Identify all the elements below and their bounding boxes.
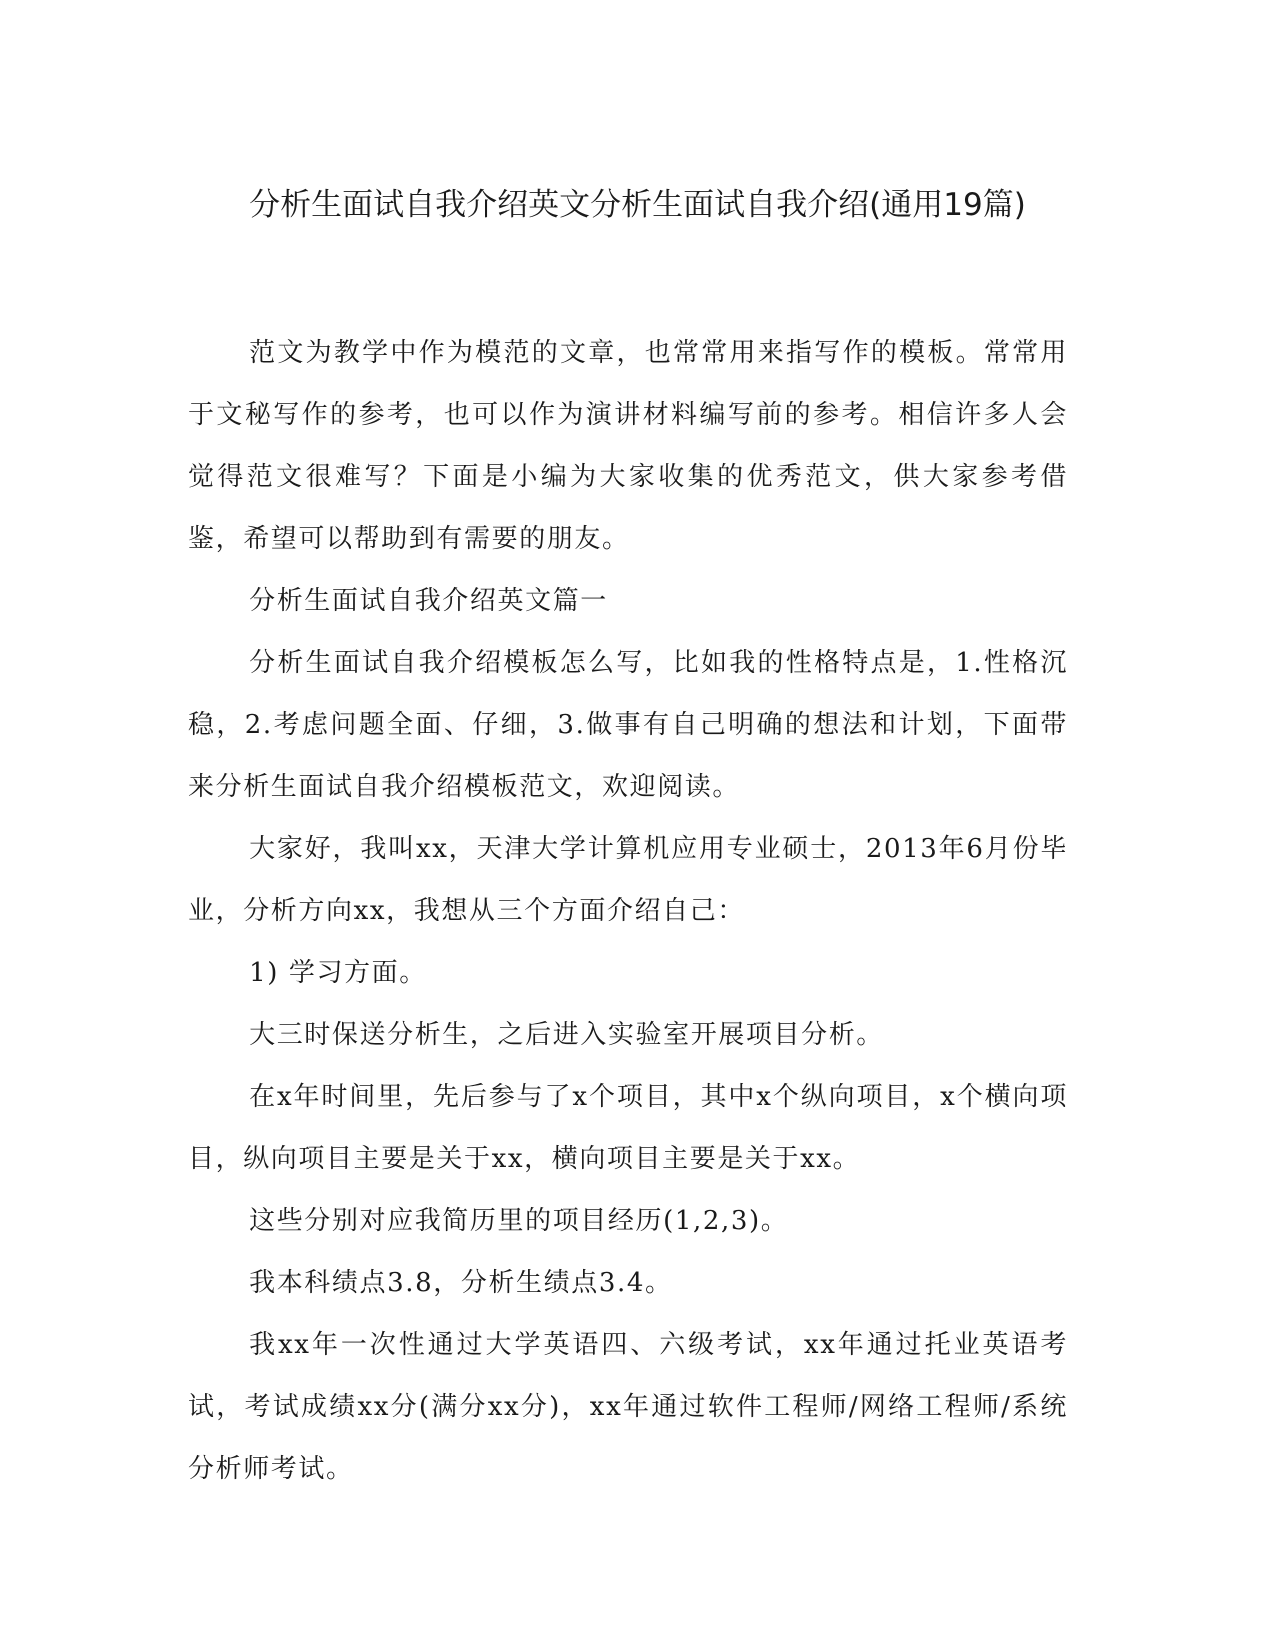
- paragraph-resume-reference: 这些分别对应我简历里的项目经历(1,2,3)。: [249, 1206, 789, 1236]
- paragraph-greeting: 大家好，我叫xx，天津大学计算机应用专业硕士，2013年6月份毕业，分析方向xx，我想从三个方面介绍自己：: [188, 834, 1068, 926]
- paragraph-certificates: 我xx年一次性通过大学英语四、六级考试，xx年通过托业英语考试，考试成绩xx分(满分xx分)，xx年通过软件工程师/网络工程师/系统分析师考试。: [188, 1330, 1068, 1484]
- paragraph-study-heading: 1) 学习方面。: [249, 958, 427, 988]
- paragraph-gpa: 我本科绩点3.8，分析生绩点3.4。: [249, 1268, 673, 1298]
- document-body: [188, 322, 1068, 1500]
- paragraph-template-description: 分析生面试自我介绍模板怎么写，比如我的性格特点是，1.性格沉稳，2.考虑问题全面、仔细，3.做事有自己明确的想法和计划，下面带来分析生面试自我介绍模板范文，欢迎阅读。: [188, 648, 1068, 802]
- paragraph-intro: 范文为教学中作为模范的文章，也常常用来指写作的模板。常常用于文秘写作的参考，也可以作为演讲材料编写前的参考。相信许多人会觉得范文很难写？下面是小编为大家收集的优秀范文，供大家参考借鉴，希望可以帮助到有需要的朋友。: [188, 338, 1068, 554]
- section-heading-part-one: 分析生面试自我介绍英文篇一: [249, 586, 608, 616]
- document-title: 分析生面试自我介绍英文分析生面试自我介绍(通用19篇): [249, 187, 1026, 223]
- paragraph-projects: 在x年时间里，先后参与了x个项目，其中x个纵向项目，x个横向项目，纵向项目主要是关于xx，横向项目主要是关于xx。: [188, 1082, 1068, 1174]
- paragraph-research-start: 大三时保送分析生，之后进入实验室开展项目分析。: [249, 1020, 884, 1050]
